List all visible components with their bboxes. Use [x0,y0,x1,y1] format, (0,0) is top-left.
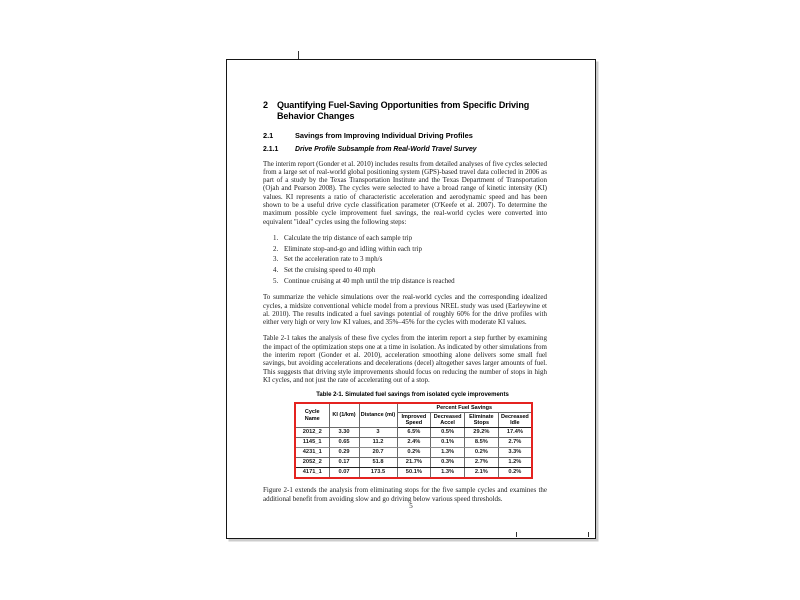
table-row [295,468,532,479]
list-item-number: 4. [273,266,279,275]
cell-eliminate-stops: 29.2% [465,428,499,438]
cell-distance: 51.8 [359,458,397,468]
cell-distance: 3 [359,428,397,438]
list-item-number: 3. [273,255,279,264]
sub-header-decreased-idle: Decreased Idle [498,412,532,427]
crop-mark-bottom-left [516,532,517,537]
col-header-ki: KI (1/km) [329,403,359,428]
cell-cycle-name: 4171_1 [295,468,329,479]
cell-distance: 11.2 [359,438,397,448]
cell-distance: 20.7 [359,448,397,458]
cell-eliminate-stops: 0.2% [465,448,499,458]
sub-header-improved-speed: Improved Speed [397,412,431,427]
cell-distance: 173.5 [359,468,397,479]
list-item-text: Continue cruising at 40 mph until the trip distance is reached [284,277,455,286]
document-page [226,59,596,539]
list-item-text: Eliminate stop-and-go and idling within each trip [284,244,423,253]
table-row [295,448,532,458]
list-item-text: Calculate the trip distance of each sample trip [284,233,413,242]
cell-cycle-name: 2012_2 [295,428,329,438]
cell-decreased-accel: 1.3% [431,468,465,479]
sub-header-decreased-accel: Decreased Accel [431,412,465,427]
crop-mark-top [298,51,299,59]
subsection-number: 2.1.1 [263,145,279,153]
chapter-title [277,100,529,121]
table-row [295,458,532,468]
page-number: 5 [409,502,413,510]
cell-cycle-name: 2052_2 [295,458,329,468]
chapter-title-line1: Quantifying Fuel-Saving Opportunities from Specific Driving [277,100,530,110]
list-item [273,245,547,253]
cell-improved-speed: 6.5% [397,428,431,438]
cell-decreased-idle: 17.4% [498,428,532,438]
cell-cycle-name: 1145_1 [295,438,329,448]
paragraph-figure-ref: Figure 2-1 extends the analysis from eliminating stops for the five sample cycles and examines the additional benefit from avoiding slow and go driving below various speed thresholds. [263,486,547,503]
cell-eliminate-stops: 2.1% [465,468,499,479]
cell-improved-speed: 2.4% [397,438,431,448]
cell-improved-speed: 0.2% [397,448,431,458]
sub-header-eliminate-stops: Eliminate Stops [465,412,499,427]
paragraph-table-discussion: Table 2-1 takes the analysis of these five cycles from the interim report a step further by examining the impact of the optimization steps one at a time in isolation. As indicated by other simulations from the interim report (Gonder et al. 2010), acceleration smoothing alone delivers some small fuel savings, but avoiding accelerations and decelerations (decel) altogether saves larger amounts of fuel. This suggests that driving style improvements should focus on reducing the number of stops in high KI cycles, and not just the rate of accelerating out of a stop. [263,334,547,384]
cell-ki: 0.29 [329,448,359,458]
list-item-text: Set the cruising speed to 40 mph [284,266,376,275]
table-header [295,403,532,428]
col-header-cycle-name: Cycle Name [295,403,329,428]
cell-improved-speed: 50.1% [397,468,431,479]
section-number: 2.1 [263,131,274,140]
cell-improved-speed: 21.7% [397,458,431,468]
cell-decreased-accel: 0.3% [431,458,465,468]
cell-ki: 0.17 [329,458,359,468]
paragraph-intro: The interim report (Gonder et al. 2010) includes results from detailed analyses of five cycles selected from a large set of real-world global positioning system (GPS)-based travel data collected in 2006 as part of a study by the Texas Transportation Institute and the Texas Department of Transportation (Ojah and Pearson 2008). The cycles were selected to have a broad range of kinetic intensity (KI) values. KI represents a ratio of characteristic acceleration and aerodynamic speed and has been shown to be a useful drive cycle classification parameter (O'Keefe et al. 2007). To determine the maximum possible cycle improvement fuel savings, the real-world cycles were converted into equivalent "ideal" cycles using the following steps: [263,159,547,226]
col-header-distance: Distance (mi) [359,403,397,428]
table-title: Table 2-1. Simulated fuel savings from isolated cycle improvements [316,392,509,399]
subsection-heading [263,146,547,154]
table-body [295,428,532,479]
cell-eliminate-stops: 2.7% [465,458,499,468]
cell-decreased-idle: 3.3% [498,448,532,458]
subsection-title: Drive Profile Subsample from Real-World Travel Survey [295,145,477,153]
table-block [294,392,531,479]
cell-decreased-accel: 0.1% [431,438,465,448]
section-heading [263,132,547,141]
group-header-percent-fuel-savings: Percent Fuel Savings [397,403,532,413]
chapter-number: 2 [263,100,268,110]
list-item-text: Set the acceleration rate to 3 mph/s [284,255,383,264]
list-item [273,266,547,274]
cell-decreased-accel: 0.5% [431,428,465,438]
crop-mark-bottom-right [588,532,589,537]
paragraph-results: To summarize the vehicle simulations over the real-world cycles and the corresponding idealized cycles, a midsize conventional vehicle model from a previous NREL study was used (Earleywine et al. 2010). The results indicated a fuel savings potential of roughly 60% for the drive profiles with either very high or very low KI values, and 35%–45% for the cycles with moderate KI values. [263,293,547,327]
chapter-heading [263,100,547,121]
list-item [273,277,547,285]
table-row [295,428,532,438]
cell-decreased-accel: 1.3% [431,448,465,458]
list-item-number: 2. [273,244,279,253]
chapter-title-line2: Behavior Changes [277,110,355,121]
steps-list [263,234,547,285]
cell-cycle-name: 4231_1 [295,448,329,458]
table-row [295,438,532,448]
cell-ki: 3.30 [329,428,359,438]
fuel-savings-table [294,402,533,480]
cell-ki: 0.65 [329,438,359,448]
cell-eliminate-stops: 8.5% [465,438,499,448]
list-item-number: 1. [273,233,279,242]
cell-decreased-idle: 0.2% [498,468,532,479]
cell-decreased-idle: 2.7% [498,438,532,448]
cell-ki: 0.07 [329,468,359,479]
cell-decreased-idle: 1.2% [498,458,532,468]
list-item [273,234,547,242]
section-title: Savings from Improving Individual Driving Profiles [295,131,473,140]
list-item-number: 5. [273,277,279,286]
page-content [263,100,547,511]
list-item [273,255,547,263]
